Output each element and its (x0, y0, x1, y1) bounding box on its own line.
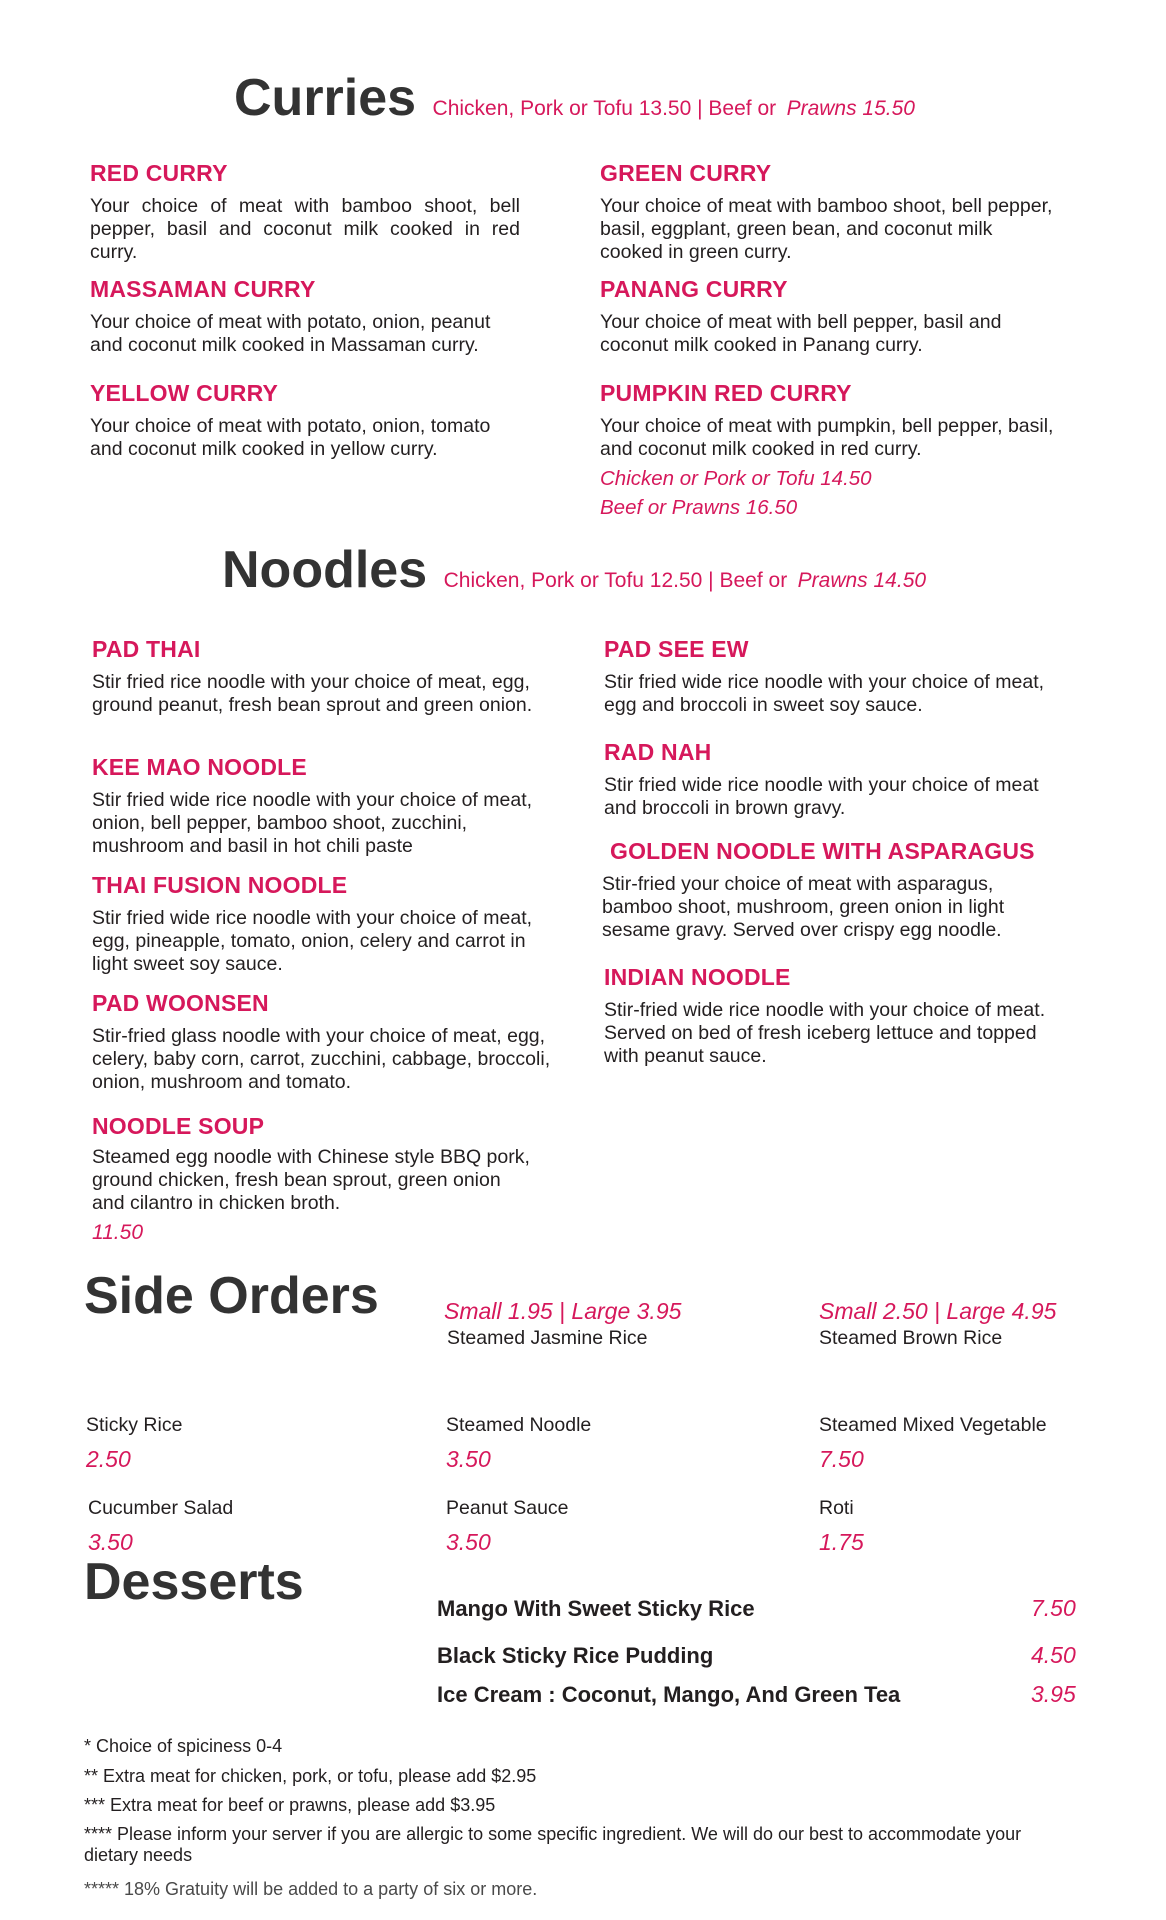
menu-item (90, 276, 520, 357)
dessert-name: Black Sticky Rice Pudding (437, 1643, 714, 1668)
dish-description: Your choice of meat with potato, onion, tomato and coconut milk cooked in yellow curry. (90, 415, 491, 460)
dish-description: Stir fried wide rice noodle with your choice of meat, onion, bell pepper, bamboo shoot, zucchini, mushroom and basil in hot chili paste (92, 789, 533, 857)
side-item (86, 1414, 182, 1473)
noodles-header (222, 540, 926, 600)
dish-name: PAD THAI (92, 636, 201, 662)
side-price: 2.50 (86, 1446, 131, 1472)
menu-item (90, 160, 520, 264)
side-price: 3.50 (446, 1446, 491, 1472)
dish-description: Your choice of meat with bamboo shoot, bell pepper, basil and coconut milk cooked in red curry. (90, 195, 520, 263)
side-name: Cucumber Salad (88, 1497, 234, 1519)
dish-name: PAD SEE EW (604, 636, 749, 662)
curries-header (234, 68, 915, 128)
side-name: Peanut Sauce (446, 1497, 569, 1519)
side-orders-title: Side Orders (84, 1267, 379, 1325)
dish-price: Beef or Prawns 16.50 (600, 496, 798, 519)
footnote: * Choice of spiciness 0-4 (84, 1736, 283, 1756)
dish-description: Stir-fried your choice of meat with asparagus, bamboo shoot, mushroom, green onion in light sesame gravy. Served over crispy egg noodle. (602, 873, 1005, 941)
dessert-name: Ice Cream : Coconut, Mango, And Green Tea (437, 1682, 901, 1707)
dessert-price: 7.50 (1031, 1595, 1076, 1621)
dish-name: GREEN CURRY (600, 160, 772, 186)
side-price: Small 2.50 | Large 4.95 (819, 1298, 1057, 1324)
side-price: 7.50 (819, 1446, 864, 1472)
side-name: Steamed Mixed Vegetable (819, 1414, 1047, 1436)
side-item (88, 1497, 233, 1556)
noodles-title: Noodles (222, 541, 428, 599)
side-item (819, 1298, 1056, 1350)
side-name: Steamed Jasmine Rice (447, 1327, 648, 1349)
dessert-name: Mango With Sweet Sticky Rice (437, 1596, 755, 1621)
side-name: Roti (819, 1497, 854, 1519)
side-name: Sticky Rice (86, 1414, 183, 1436)
dish-description: Stir fried rice noodle with your choice of meat, egg, ground peanut, fresh bean sprout and green onion. (92, 671, 533, 716)
dish-name: KEE MAO NOODLE (92, 754, 307, 780)
dish-name: PUMPKIN RED CURRY (600, 380, 852, 406)
menu-item (604, 739, 1064, 820)
dish-price: Chicken or Pork or Tofu 14.50 (600, 467, 872, 490)
side-item (819, 1414, 1047, 1473)
footnote: ** Extra meat for chicken, pork, or tofu, please add $2.95 (84, 1766, 537, 1786)
dish-name: RAD NAH (604, 739, 712, 765)
dish-description: Your choice of meat with bell pepper, basil and coconut milk cooked in Panang curry. (600, 311, 1002, 356)
side-price: 1.75 (819, 1529, 864, 1555)
dish-description: Steamed egg noodle with Chinese style BBQ pork, ground chicken, fresh bean sprout, green onion and cilantro in chicken broth. (92, 1146, 530, 1214)
side-name: Steamed Brown Rice (819, 1327, 1003, 1349)
menu-item (604, 964, 1074, 1068)
footnote: *** Extra meat for beef or prawns, please add $3.95 (84, 1795, 496, 1815)
desserts-title: Desserts (84, 1553, 304, 1611)
menu-item (602, 838, 1062, 942)
side-item (819, 1497, 864, 1556)
dish-description: Stir fried wide rice noodle with your choice of meat and broccoli in brown gravy. (604, 774, 1039, 819)
curries-title: Curries (234, 69, 417, 127)
dish-description: Stir-fried wide rice noodle with your choice of meat. Served on bed of fresh iceberg lettuce and topped with peanut sauce. (604, 999, 1046, 1067)
side-name: Steamed Noodle (446, 1414, 592, 1436)
menu-item (600, 160, 1060, 264)
menu-item (604, 636, 1064, 717)
dish-description: Your choice of meat with potato, onion, peanut and coconut milk cooked in Massaman curry. (90, 311, 491, 356)
dish-name: PANANG CURRY (600, 276, 788, 302)
dish-description: Stir fried wide rice noodle with your choice of meat, egg, pineapple, tomato, onion, celery and carrot in light sweet soy sauce. (92, 907, 533, 975)
dish-name: THAI FUSION NOODLE (92, 872, 348, 898)
curries-price-line: Chicken, Pork or Tofu 13.50 | Beef or (432, 97, 777, 120)
curries-price-italic: Prawns 15.50 (786, 97, 915, 120)
footnote: **** Please inform your server if you are allergic to some specific ingredient. We will do our best to accommodate your dietary needs (84, 1824, 1022, 1865)
dish-price: 11.50 (92, 1221, 143, 1244)
dish-name: NOODLE SOUP (92, 1113, 265, 1139)
side-item (446, 1414, 591, 1473)
dish-name: GOLDEN NOODLE WITH ASPARAGUS (610, 838, 1035, 864)
dish-name: YELLOW CURRY (90, 380, 279, 406)
menu-item (92, 754, 562, 858)
noodles-price-italic: Prawns 14.50 (797, 569, 927, 592)
dish-description: Stir-fried glass noodle with your choice of meat, egg, celery, baby corn, carrot, zucchini, cabbage, broccoli, onion, mushroom and tomato. (92, 1025, 551, 1093)
menu-item (90, 380, 520, 461)
footnote: ***** 18% Gratuity will be added to a party of six or more. (84, 1879, 538, 1899)
menu-item (92, 872, 562, 976)
side-item (446, 1497, 569, 1556)
dish-description: Your choice of meat with pumpkin, bell pepper, basil, and coconut milk cooked in red curry. (600, 415, 1054, 460)
dessert-price: 3.95 (1031, 1681, 1076, 1707)
menu-item (92, 636, 562, 717)
menu-item (600, 276, 1060, 357)
menu-item (92, 990, 572, 1094)
noodles-price-line: Chicken, Pork or Tofu 12.50 | Beef or (443, 569, 788, 592)
side-item (444, 1298, 681, 1350)
dish-name: PAD WOONSEN (92, 990, 269, 1016)
dish-name: INDIAN NOODLE (604, 964, 791, 990)
side-price: Small 1.95 | Large 3.95 (444, 1298, 682, 1324)
menu-item (92, 1113, 532, 1245)
menu-item (600, 380, 1060, 520)
dish-description: Your choice of meat with bamboo shoot, bell pepper, basil, eggplant, green bean, and coconut milk cooked in green curry. (600, 195, 1053, 263)
dish-name: MASSAMAN CURRY (90, 276, 316, 302)
side-price: 3.50 (446, 1529, 491, 1555)
dessert-price: 4.50 (1031, 1642, 1076, 1668)
side-price: 3.50 (88, 1529, 133, 1555)
dish-description: Stir fried wide rice noodle with your choice of meat, egg and broccoli in sweet soy sauce. (604, 671, 1045, 716)
dish-name: RED CURRY (90, 160, 228, 186)
